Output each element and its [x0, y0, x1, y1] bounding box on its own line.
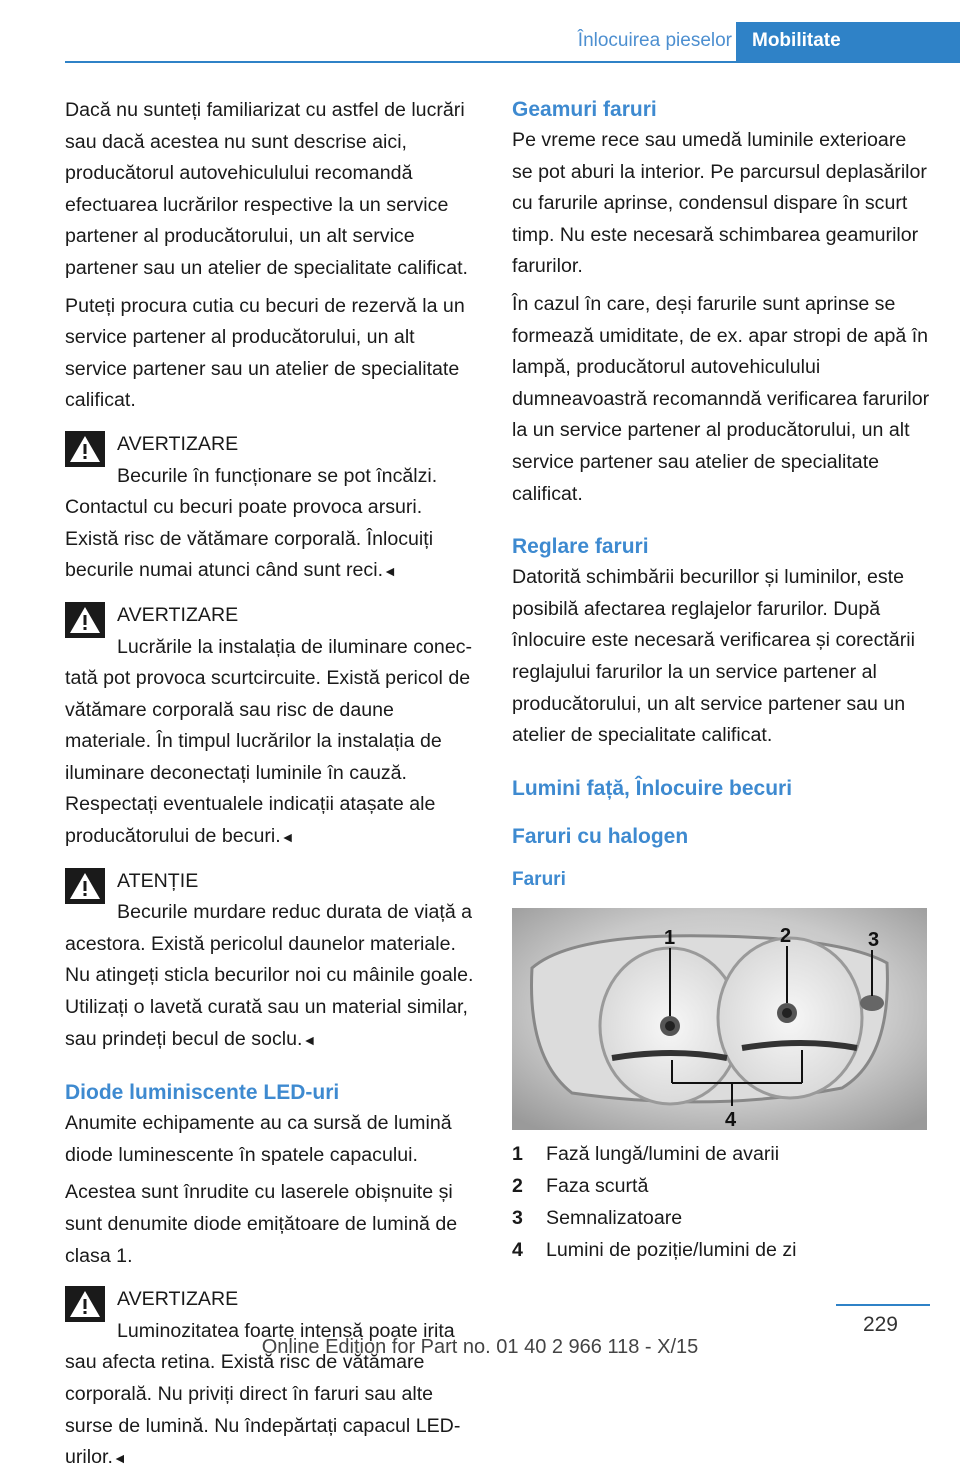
header-section-title: Înlocuirea pieselor [577, 30, 732, 51]
warning-block [65, 600, 477, 854]
caution-icon [65, 868, 105, 904]
caution-text: acestora. Există pericolul daunelor materiale. Nu atingeți sticla becurilor noi cu mâinile goale. Utilizați o lavetă curată sau un material similar, sau prindeți becul de soclu. [65, 932, 474, 1050]
warning-title: AVERTIZARE [117, 432, 239, 455]
caution-text-first: Becurile murdare reduc durata de viață a [117, 901, 473, 924]
figure-label-4: 4 [725, 1108, 737, 1131]
headlight-figure [512, 908, 927, 1130]
end-mark: ◄ [302, 1031, 317, 1048]
legend-text: Lumini de poziție/lumini de zi [546, 1238, 797, 1261]
warning-text-first: Lucrările la instalația de iluminare conec- [117, 635, 473, 658]
page-number: 229 [862, 1313, 898, 1336]
footer-edition: Online Edition for Part no. 01 40 2 966 118 - X/15 [261, 1336, 699, 1358]
legend-item [512, 1234, 930, 1266]
legend-text: Semnalizatoare [546, 1206, 683, 1229]
legend-item [512, 1138, 930, 1170]
figure-label-2: 2 [780, 924, 792, 947]
warning-icon [65, 431, 105, 467]
figure-legend [512, 1138, 930, 1266]
paragraph-led-2: Acestea sunt înrudite cu laserele obișnuite și sunt denumite diode emițătoare de lumină de clasa 1. [65, 1181, 458, 1267]
warning-title: AVERTIZARE [117, 1288, 239, 1311]
legend-item [512, 1170, 930, 1202]
header-tab-mobilitate: Mobilitate [736, 22, 960, 63]
warning-block [65, 429, 477, 588]
heading-reglare-faruri: Reglare faruri [512, 535, 649, 559]
warning-icon [65, 1286, 105, 1322]
paragraph-led-1: Anumite echipamente au ca sursă de lumină diode luminescente în spatele capacului. [65, 1112, 452, 1166]
paragraph-reglare: Datorită schimbării becurillor și luminilor, este posibilă afectarea reglajelor farurilor. După înlocuire este necesară verificarea și corectării reglajului farurilor la un service partener al producătorului, un alt service partener sau un atelier de specialitate calificat. [512, 566, 915, 747]
paragraph-intro: Dacă nu sunteți familiarizat cu astfel de lucrări sau dacă acestea nu sunt descrise aici, producătorul autovehiculului recomandă efectuarea lucrărilor respective la un service partener al producătorului, un alt service partener sau un atelier de specialitate calificat. [65, 99, 468, 279]
warning-text: sau afecta retina. Există risc de vătămare corporală. Nu priviți direct în faruri sau alte surse de lumină. Nu îndepărtați capacul LED-urilor. [65, 1351, 461, 1469]
legend-number: 2 [512, 1174, 523, 1197]
warning-title: AVERTIZARE [117, 603, 239, 626]
warning-text: tată pot provoca scurtcircuite. Există pericol de vătămare corporală sau risc de daune materiale. În timpul lucrărilor la instalația de iluminare deconectați luminile în cauză. Respectați eventualele indicații atașate ale producătorului de becuri. [65, 667, 471, 848]
paragraph-umiditate: În cazul în care, deși farurile sunt aprinse se formează umiditate, de ex. apar stropi de apă în lampă, producătorul autovehiculului dumneavoastră recomanndă verificarea farurilor la un service partener al producătorului, un alt service partener sau atelier de specialitate calificat. [512, 292, 930, 505]
heading-faruri-halogen: Faruri cu halogen [512, 824, 689, 848]
legend-number: 3 [512, 1206, 523, 1229]
footer-rule [836, 1304, 930, 1306]
warning-block [65, 1284, 477, 1475]
warning-text-first: Becurile în funcționare se pot încălzi. [117, 464, 438, 487]
figure-label-1: 1 [664, 926, 676, 949]
page-header [0, 22, 960, 62]
legend-item [512, 1202, 930, 1234]
end-mark: ◄ [383, 563, 397, 580]
header-rule [65, 61, 960, 63]
legend-number: 1 [512, 1142, 523, 1165]
paragraph-condens: Pe vreme rece sau umedă luminile exterioare se pot aburi la interior. Pe parcursul deplasărilor cu farurile aprinse, condensul dispare în scurt timp. Nu este necesară schimbarea geamurilor farurilor. [512, 129, 927, 278]
heading-geamuri-faruri: Geamuri faruri [512, 98, 657, 121]
legend-text: Fază lungă/lumini de avarii [546, 1142, 780, 1165]
warning-icon [65, 602, 105, 638]
heading-lumini-fata: Lumini față, Înlocuire becuri [512, 776, 793, 800]
warning-text: Contactul cu becuri poate provoca arsuri. Există risc de vătămare corporală. Înlocuiți becurile numai atunci când sunt reci. [65, 496, 434, 582]
end-mark: ◄ [112, 1450, 127, 1467]
caution-block [65, 866, 477, 1057]
caution-title: ATENȚIE [117, 869, 199, 892]
legend-number: 4 [512, 1238, 523, 1261]
left-column [65, 95, 477, 1481]
warning-text-first: Luminozitatea foarte intensă poate irita [117, 1319, 455, 1342]
end-mark: ◄ [280, 829, 295, 846]
heading-led: Diode luminiscente LED-uri [65, 1081, 340, 1105]
legend-text: Faza scurtă [546, 1174, 649, 1197]
figure-label-3: 3 [868, 928, 880, 951]
right-column [512, 95, 930, 1266]
heading-faruri: Faruri [512, 868, 566, 890]
paragraph-spare-bulbs: Puteți procura cutia cu becuri de rezervă la un service partener al producătorului, un alt service partener sau un atelier de specialitate calificat. [65, 294, 465, 412]
